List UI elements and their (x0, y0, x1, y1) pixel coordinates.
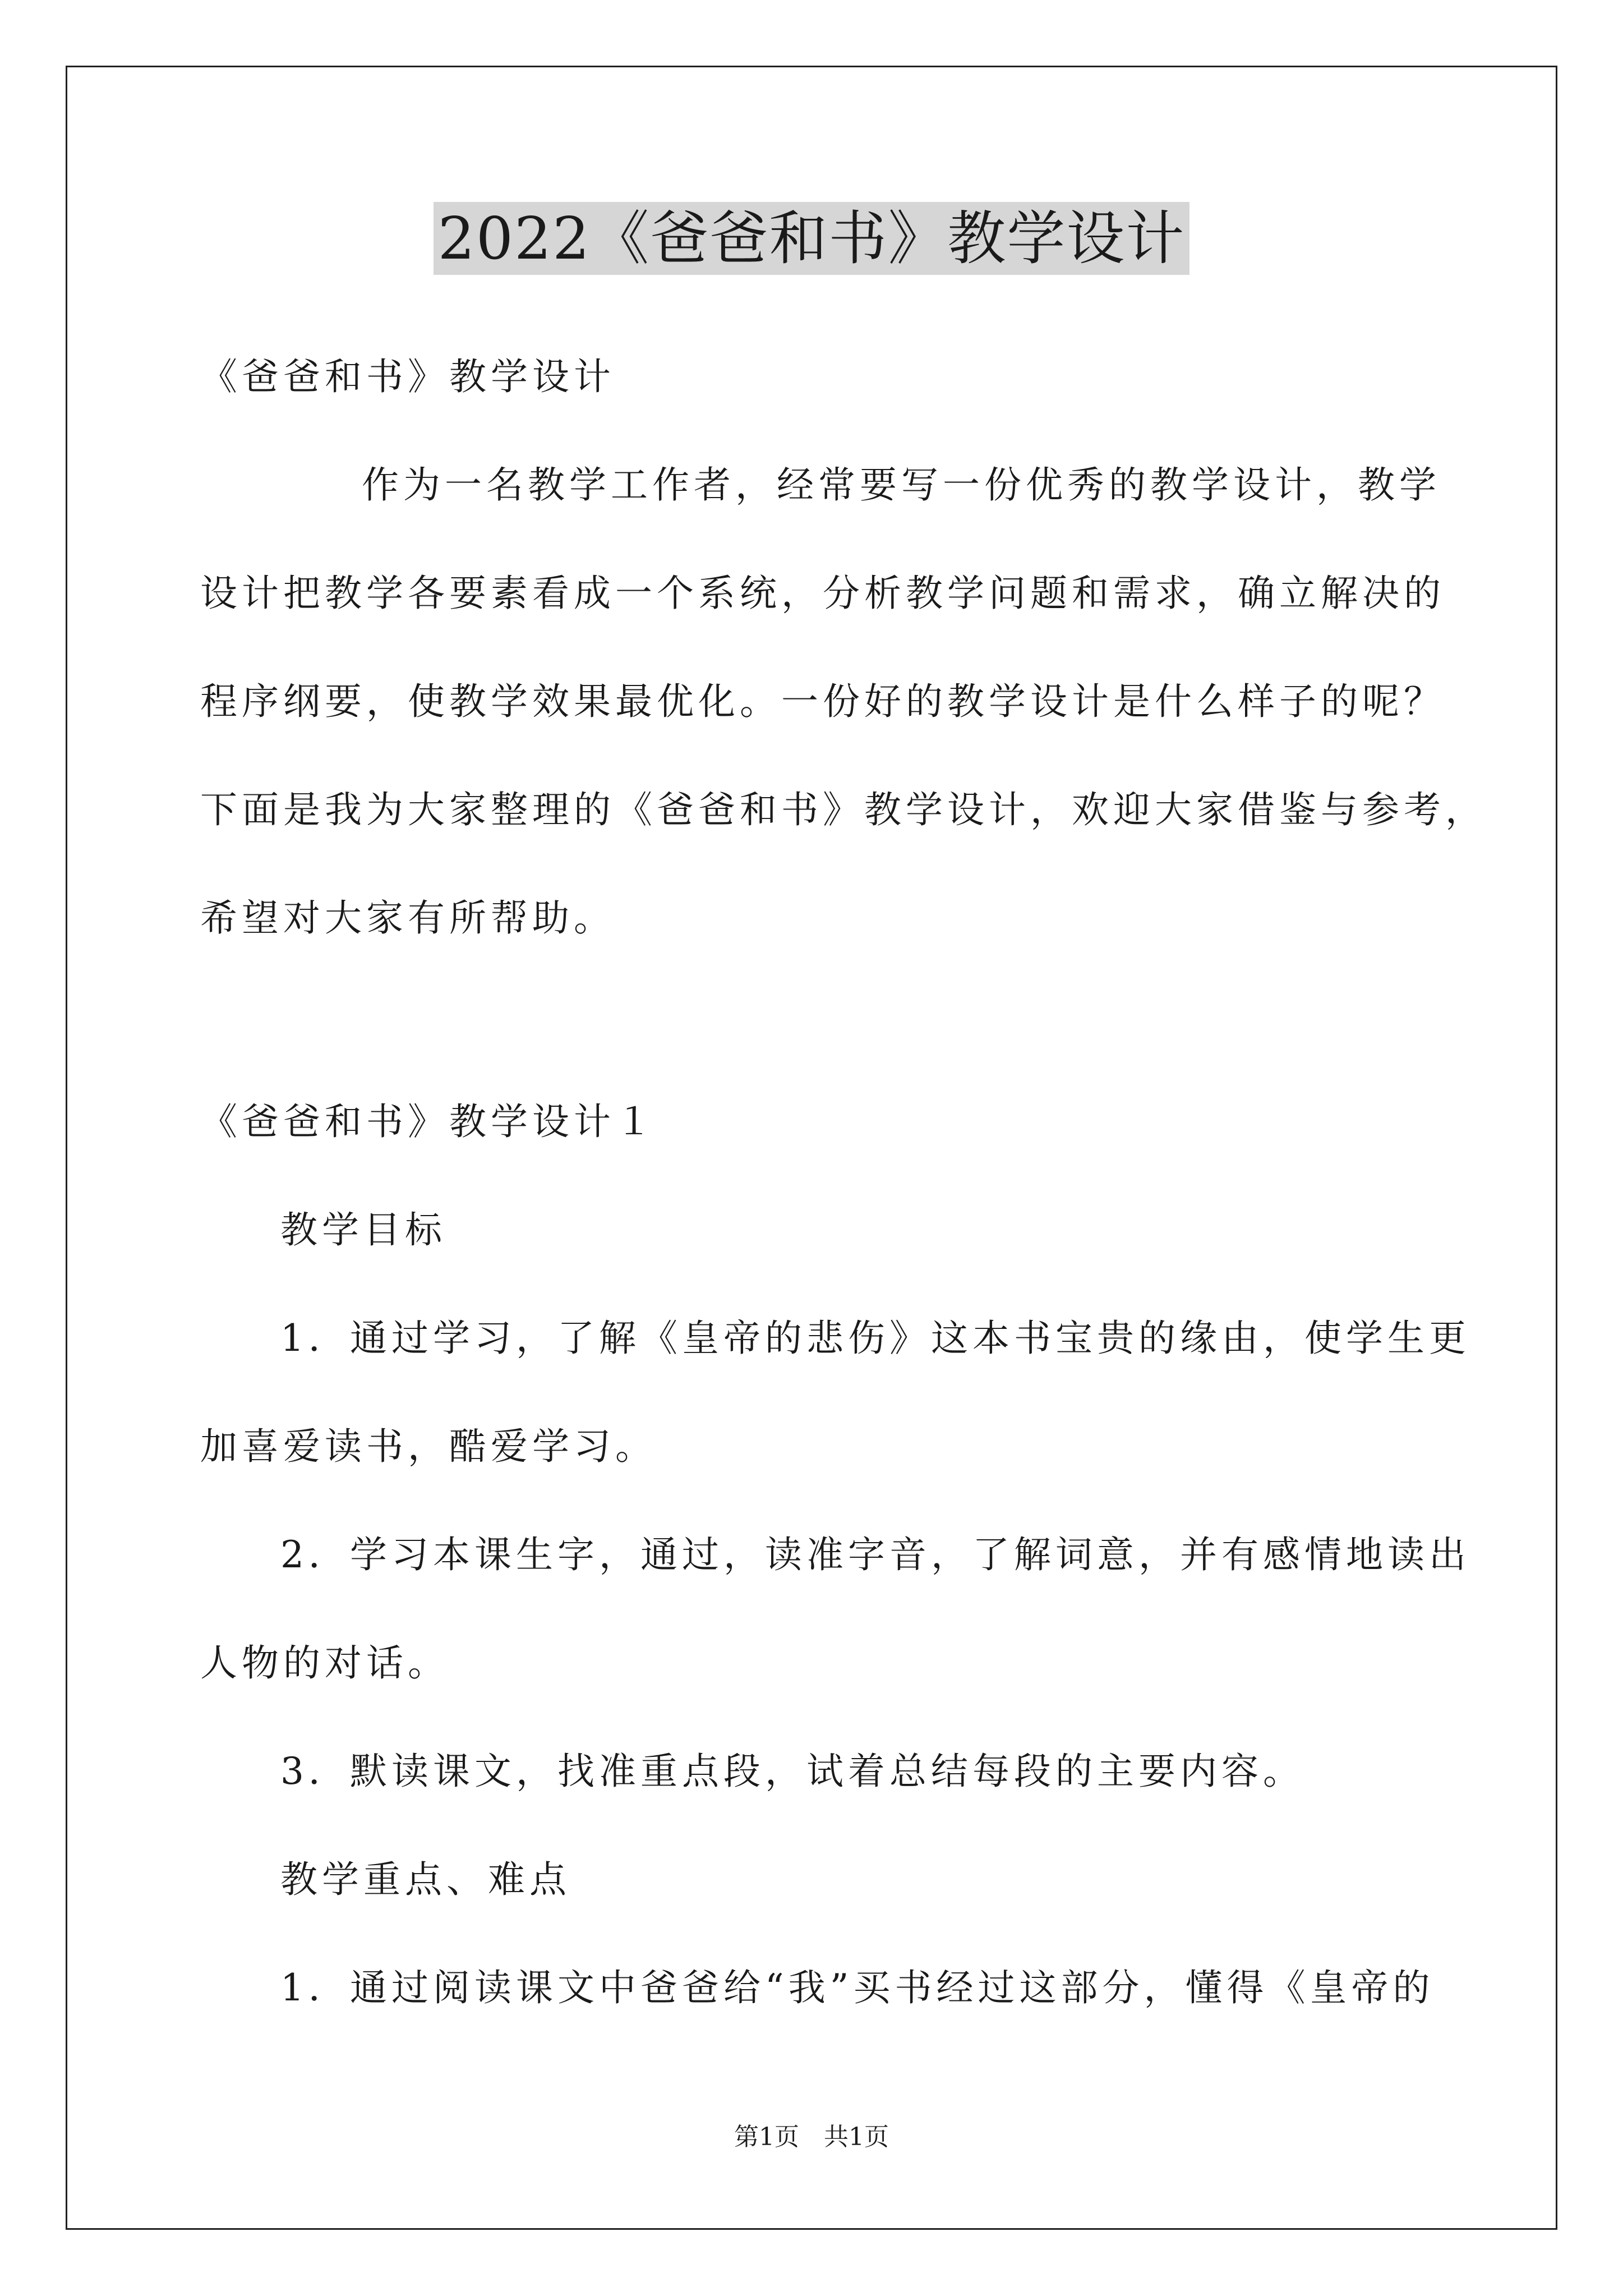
doc-line: 设计把教学各要素看成一个系统，分析教学问题和需求，确立解决的 (200, 572, 1445, 615)
page-footer: 第1页 共1页 (734, 2123, 889, 2151)
doc-line: 2．学习本课生字，通过，读准字音，了解词意，并有感情地读出 (280, 1533, 1470, 1576)
doc-line: 1．通过阅读课文中爸爸给“我”买书经过这部分，懂得《皇帝的 (280, 1966, 1435, 2009)
doc-line: 希望对大家有所帮助。 (200, 896, 615, 940)
doc-line: 1．通过学习，了解《皇帝的悲伤》这本书宝贵的缘由，使学生更 (280, 1317, 1470, 1360)
doc-line: 《爸爸和书》教学设计 (200, 355, 615, 398)
document-title: 2022《爸爸和书》教学设计 (434, 202, 1190, 275)
doc-line: 3．默读课文，找准重点段，试着总结每段的主要内容。 (280, 1750, 1304, 1793)
doc-line: 教学目标 (280, 1208, 446, 1251)
title-container (0, 202, 1623, 275)
doc-line: 人物的对话。 (200, 1641, 449, 1685)
doc-line: 教学重点、难点 (280, 1858, 571, 1901)
doc-line: 作为一名教学工作者，经常要写一份优秀的教学设计，教学 (362, 463, 1441, 507)
doc-line: 程序纲要，使教学效果最优化。一份好的教学设计是什么样子的呢？ (200, 680, 1445, 723)
doc-line: 《爸爸和书》教学设计１ (200, 1100, 657, 1143)
doc-line: 加喜爱读书，酷爱学习。 (200, 1425, 657, 1468)
doc-line: 下面是我为大家整理的《爸爸和书》教学设计，欢迎大家借鉴与参考， (200, 788, 1487, 831)
